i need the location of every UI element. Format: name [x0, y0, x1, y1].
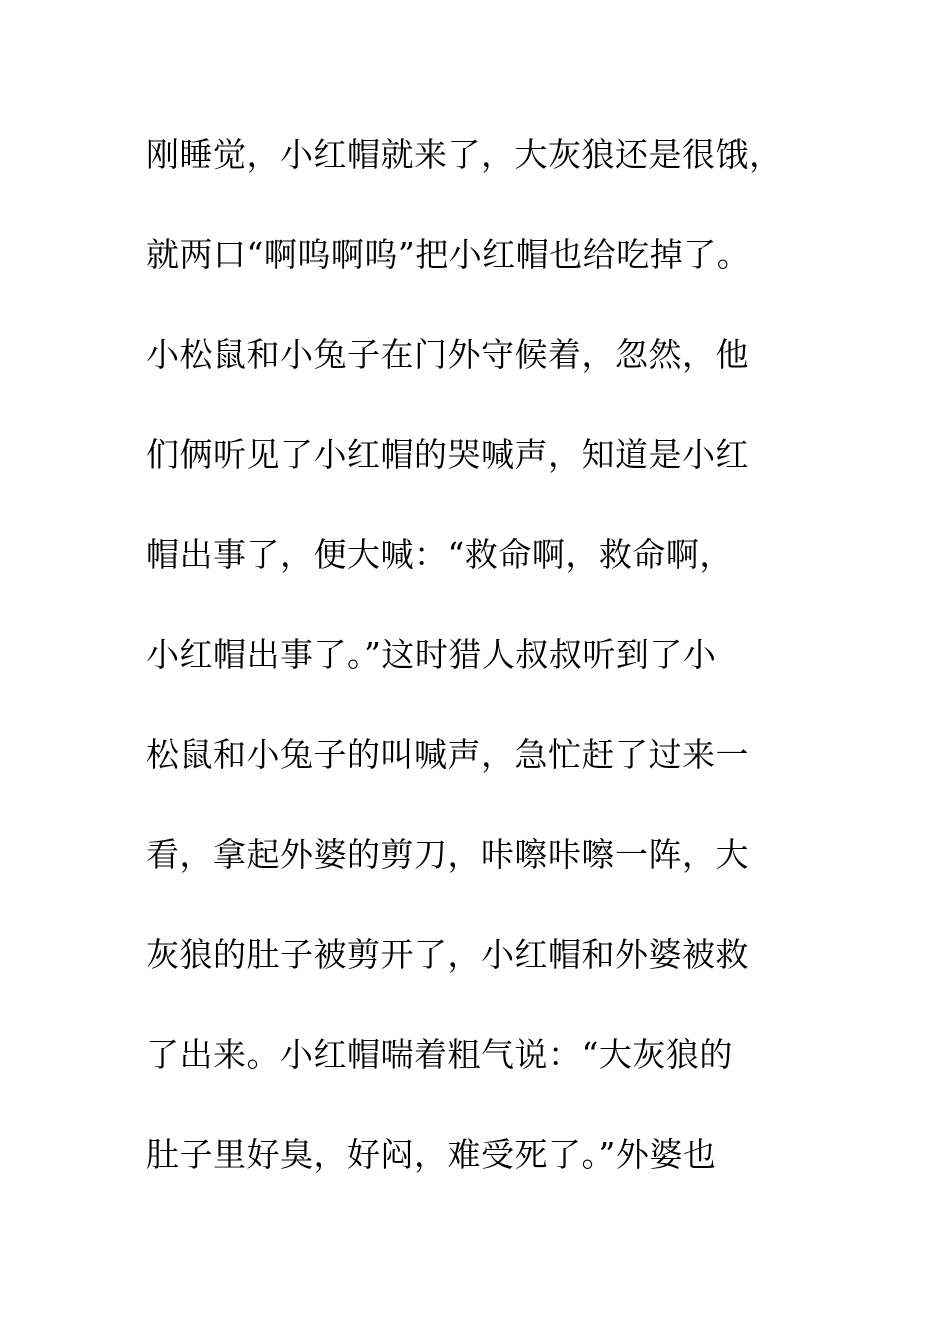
text-line: 了出来。小红帽喘着粗气说：“大灰狼的 [146, 1035, 733, 1074]
text-line: 帽出事了，便大喊：“救命啊，救命啊， [146, 535, 733, 574]
text-line: 肚子里好臭，好闷，难受死了。”外婆也 [146, 1135, 717, 1174]
text-line: 灰狼的肚子被剪开了，小红帽和外婆被救 [146, 935, 749, 974]
text-line: 刚睡觉，小红帽就来了，大灰狼还是很饿， [146, 135, 783, 174]
text-line: 就两口“啊呜啊呜”把小红帽也给吃掉了。 [146, 235, 751, 274]
text-line: 小红帽出事了。”这时猎人叔叔听到了小 [146, 635, 717, 674]
text-line: 们俩听见了小红帽的哭喊声，知道是小红 [146, 435, 749, 474]
story-text [146, 125, 826, 1225]
text-line: 松鼠和小兔子的叫喊声，急忙赶了过来一 [146, 735, 749, 774]
text-line: 看，拿起外婆的剪刀，咔嚓咔嚓一阵，大 [146, 835, 749, 874]
text-line: 小松鼠和小兔子在门外守候着，忽然，他 [146, 335, 749, 374]
